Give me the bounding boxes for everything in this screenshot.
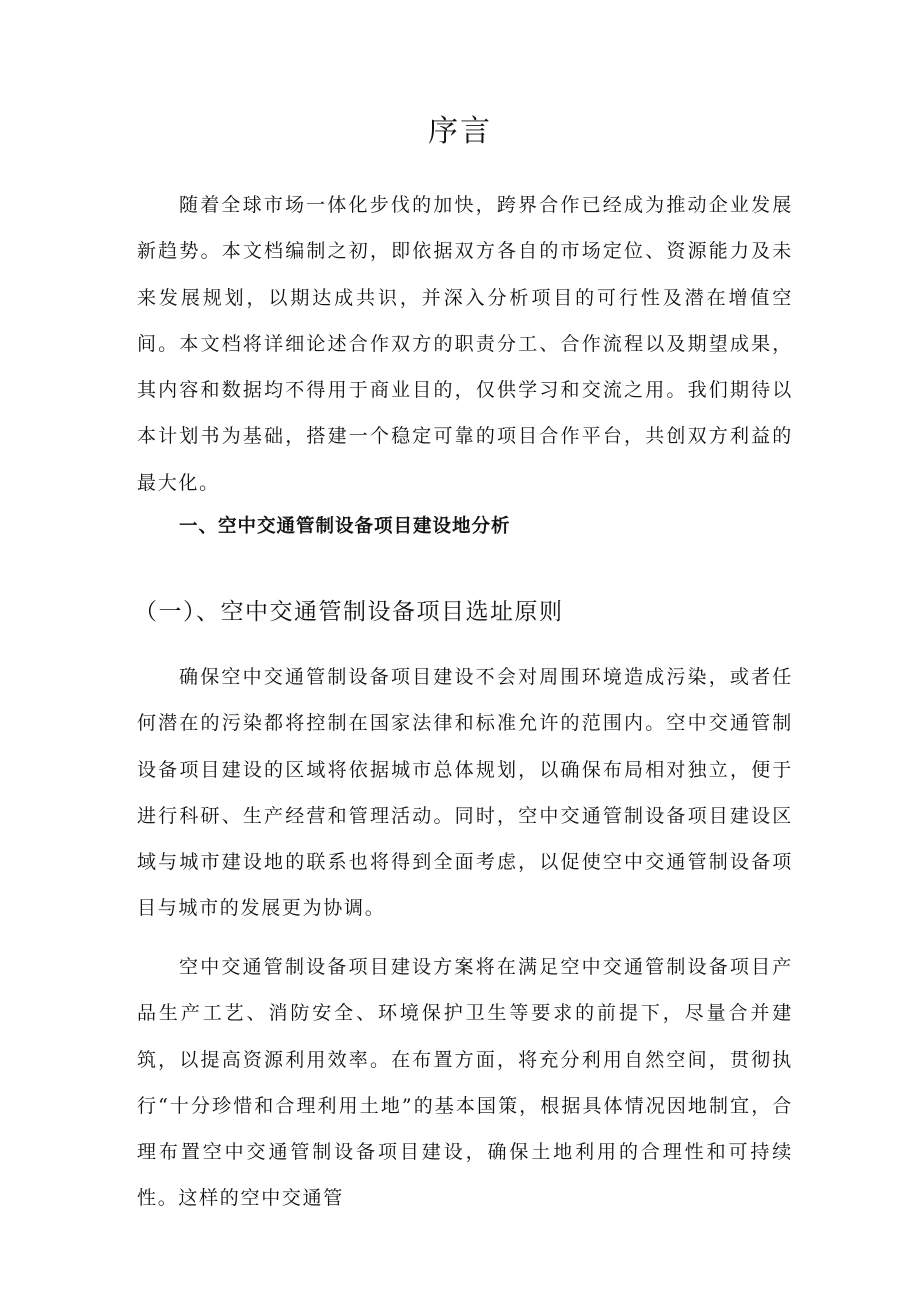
preface-paragraph: 随着全球市场一体化步伐的加快，跨界合作已经成为推动企业发展新趋势。本文档编制之初，即依据双方各自的市场定位、资源能力及未来发展规划，以期达成共识，并深入分析项目的可行性及潜在增值空间。本文档将详细论述合作双方的职责分工、合作流程以及期望成果，其内容和数据均不得用于商业目的，仅供学习和交流之用。我们期待以本计划书为基础，搭建一个稳定可靠的项目合作平台，共创双方利益的最大化。 bbox=[137, 194, 793, 494]
section-heading: 一、空中交通管制设备项目建设地分析 bbox=[179, 516, 511, 537]
body-paragraph-construction-plan: 空中交通管制设备项目建设方案将在满足空中交通管制设备项目产品生产工艺、消防安全、环境保护卫生等要求的前提下，尽量合并建筑，以提高资源利用效率。在布置方面，将充分利用自然空间，贯彻执行“十分珍惜和合理利用土地”的基本国策，根据具体情况因地制宜，合理布置空中交通管制设备项目建设，确保土地利用的合理性和可持续性。这样的空中交通管 bbox=[137, 956, 793, 1210]
document-title: 序言 bbox=[428, 114, 492, 149]
body-paragraph-site-principles: 确保空中交通管制设备项目建设不会对周围环境造成污染，或者任何潜在的污染都将控制在国家法律和标准允许的范围内。空中交通管制设备项目建设的区域将依据城市总体规划，以确保布局相对独立，便于进行科研、生产经营和管理活动。同时，空中交通管制设备项目建设区域与城市建设地的联系也将得到全面考虑，以促使空中交通管制设备项目与城市的发展更为协调。 bbox=[137, 666, 793, 920]
subsection-heading: （一）、空中交通管制设备项目选址原则 bbox=[134, 599, 564, 625]
